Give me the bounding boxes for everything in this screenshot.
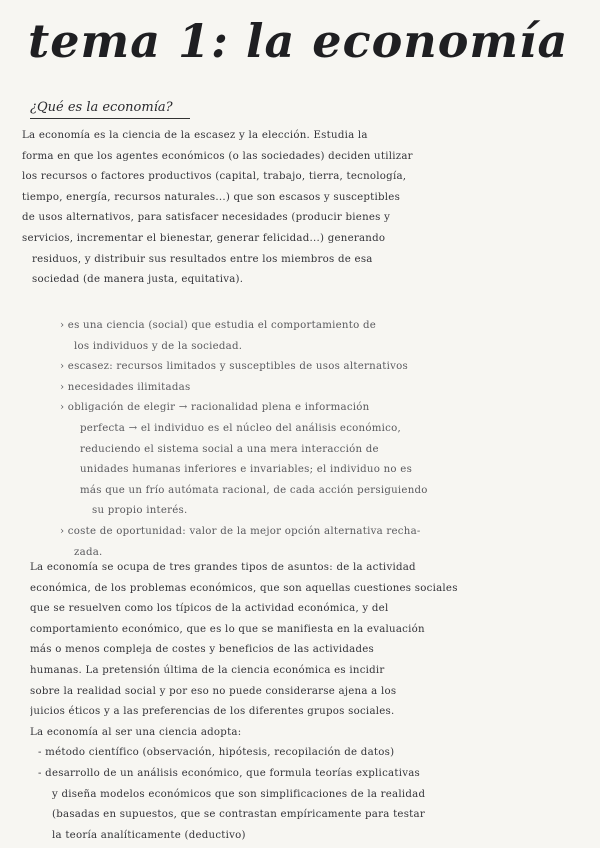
bullet-line: zada. bbox=[74, 546, 103, 558]
body-line: comportamiento económico, que es lo que se manifiesta en la evaluación bbox=[30, 623, 425, 635]
body-line: - método científico (observación, hipótesis, recopilación de datos) bbox=[38, 747, 395, 759]
intro-line: sociedad (de manera justa, equitativa). bbox=[32, 274, 244, 286]
body-line: que se resuelven como los típicos de la actividad económica, y del bbox=[30, 603, 389, 615]
bullet-line: reduciendo el sistema social a una mera interacción de bbox=[80, 443, 379, 455]
bullet-line: unidades humanas inferiores e invariables; el individuo no es bbox=[80, 464, 413, 476]
heading-underline bbox=[30, 118, 190, 119]
body-paragraph bbox=[30, 558, 590, 846]
bullet-line: › escasez: recursos limitados y susceptibles de usos alternativos bbox=[60, 361, 408, 373]
section-heading: ¿Qué es la economía? bbox=[30, 100, 173, 115]
body-line: La economía se ocupa de tres grandes tipos de asuntos: de la actividad bbox=[30, 562, 416, 573]
bullet-list bbox=[60, 316, 590, 563]
body-line: la teoría analíticamente (deductivo) bbox=[52, 829, 246, 841]
body-line: (basadas en supuestos, que se contrastan empíricamente para testar bbox=[52, 809, 425, 821]
body-line: humanas. La pretensión última de la ciencia económica es incidir bbox=[30, 664, 385, 676]
bullet-line: perfecta → el individuo es el núcleo del análisis económico, bbox=[80, 422, 401, 434]
intro-line: los recursos o factores productivos (capital, trabajo, tierra, tecnología, bbox=[22, 171, 407, 183]
intro-line: tiempo, energía, recursos naturales...) que son escasos y susceptibles bbox=[22, 191, 401, 203]
page-title: tema 1: la economía bbox=[28, 14, 569, 68]
bullet-line: su propio interés. bbox=[92, 505, 188, 517]
bullet-line: › obligación de elegir → racionalidad plena e información bbox=[60, 402, 370, 414]
body-line: más o menos compleja de costes y beneficios de las actividades bbox=[30, 644, 374, 656]
bullet-line: › es una ciencia (social) que estudia el comportamiento de bbox=[60, 320, 377, 331]
body-line: económica, de los problemas económicos, que son aquellas cuestiones sociales bbox=[30, 582, 458, 594]
intro-line: servicios, incrementar el bienestar, generar felicidad...) generando bbox=[22, 232, 386, 244]
intro-line: La economía es la ciencia de la escasez y la elección. Estudia la bbox=[22, 130, 368, 141]
intro-line: de usos alternativos, para satisfacer necesidades (producir bienes y bbox=[22, 212, 391, 224]
bullet-line: › necesidades ilimitadas bbox=[60, 381, 191, 393]
bullet-line: los individuos y de la sociedad. bbox=[74, 340, 243, 352]
intro-line: residuos, y distribuir sus resultados entre los miembros de esa bbox=[32, 253, 373, 265]
intro-paragraph bbox=[22, 126, 582, 291]
intro-line: forma en que los agentes económicos (o las sociedades) deciden utilizar bbox=[22, 150, 413, 162]
bullet-line: › coste de oportunidad: valor de la mejor opción alternativa recha- bbox=[60, 525, 421, 537]
body-line: y diseña modelos económicos que son simplificaciones de la realidad bbox=[52, 788, 426, 800]
body-line: sobre la realidad social y por eso no puede considerarse ajena a los bbox=[30, 685, 397, 697]
bullet-line: más que un frío autómata racional, de cada acción persiguiendo bbox=[80, 484, 428, 496]
body-line: La economía al ser una ciencia adopta: bbox=[30, 726, 242, 738]
body-line: - desarrollo de un análisis económico, que formula teorías explicativas bbox=[38, 767, 421, 779]
body-line: juicios éticos y a las preferencias de los diferentes grupos sociales. bbox=[30, 706, 395, 718]
